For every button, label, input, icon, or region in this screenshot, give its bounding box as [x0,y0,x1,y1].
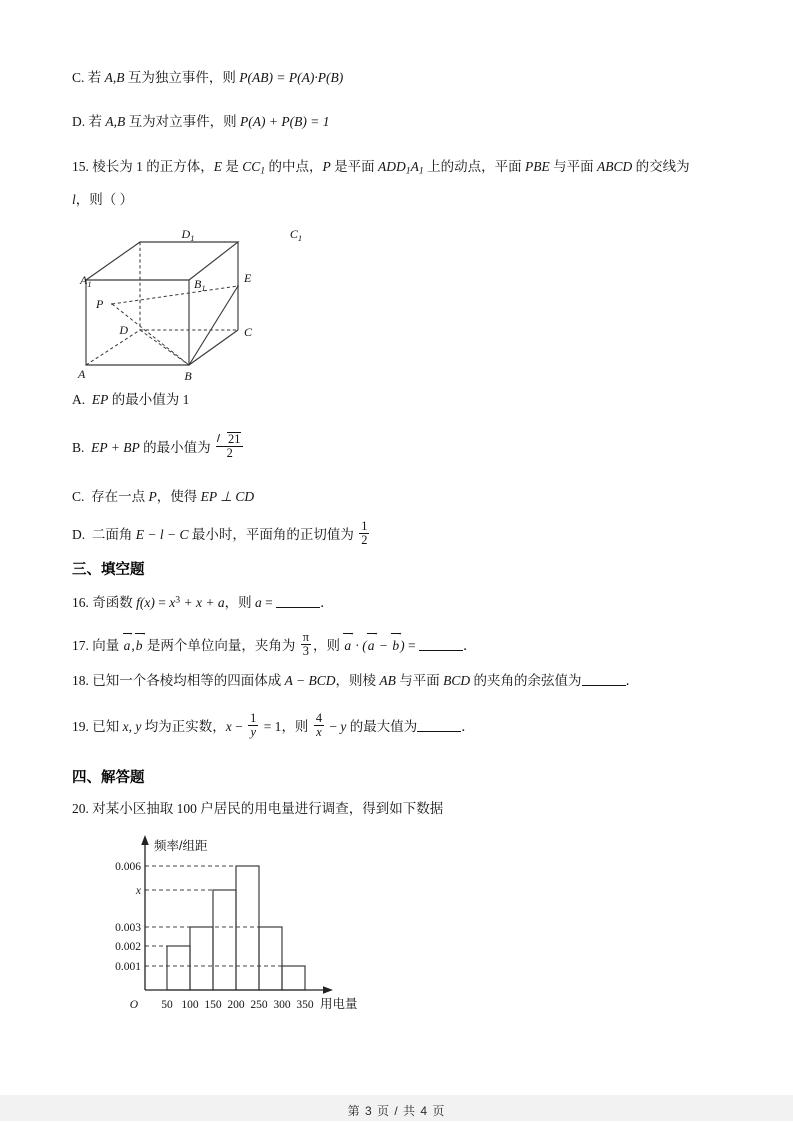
question-number: 15. [72,159,89,174]
cube-label-b1: $B_1$ [194,277,206,293]
q15-point-p: P [322,159,331,174]
fraction-denominator: 3 [302,644,309,659]
q19-cond-x: x [225,718,232,734]
question-16 [72,593,334,613]
cube-label-p: P [96,297,104,311]
option-math: EP + BP [91,439,140,455]
option-d-prev [72,110,329,130]
fraction-denominator: 2 [226,446,233,461]
q15-option-d [72,520,371,548]
option-formula: P(A) + P(B) = 1 [240,114,330,129]
cube-label-a1: $A_1$ [80,273,92,289]
option-math-1: P [148,489,157,504]
q20-text: 对某小区抽取 100 户居民的用电量进行调查，得到如下数据 [92,801,444,816]
cube-label-c: C [244,325,253,339]
cube-construction-lines [86,286,238,365]
bar-150-200 [213,890,236,990]
q15-plane-abcd: ABCD [596,159,633,174]
q18-text-pre: 已知一个各棱均相等的四面体成 [92,673,285,688]
option-fraction [216,432,243,461]
question-number: 17. [72,637,89,653]
q15-point-e: E [213,159,222,174]
option-math-2: EP ⊥ CD [200,489,255,504]
q15-text-b: 是 [222,159,243,174]
cube-be-segment [189,286,238,365]
histogram-bars [167,866,305,990]
option-c-prev [72,66,343,86]
page-footer: 第 3 页 / 共 4 页 [347,1104,446,1118]
q19-text-tail: 的最大值为 [346,718,418,734]
bar-300-350 [282,966,305,990]
x-tick-label-200: 200 [227,999,245,1011]
q16-var: a [255,595,262,610]
option-text: 的最小值为 [139,439,214,455]
q16-text-mid: ，则 [224,595,255,610]
q17-text-mid2: ，则 [313,637,344,653]
q16-period: ． [320,595,334,610]
section-heading-solution: 四、解答题 [72,770,145,786]
y-tick-label-0006: 0.006 [115,861,141,873]
cube-label-c1: $C_1$ [289,227,303,243]
option-letter: D. [72,526,86,542]
y-axis-title: 频率/组距 [154,839,208,853]
q15-plane-pbe: PBE [524,159,550,174]
q19-cond-minus: − [231,718,247,734]
q19-cond-fraction [248,712,258,740]
q18-text-mid2: 与平面 [395,673,444,688]
y-tick-label-x: x [135,885,141,897]
fraction-numerator: 4 [315,711,323,725]
option-math: E − l − C [135,526,189,542]
q15-text-f: 与平面 [549,159,597,174]
q15-text-e: 上的动点，平面 [423,159,525,174]
q17-text-mid: 是两个单位向量，夹角为 [143,637,299,653]
y-tick-label-0003: 0.003 [115,922,141,934]
option-letter: A. [72,392,86,407]
cube-label-e: E [244,271,252,285]
q19-text-mid2: ，则 [281,718,312,734]
q19-vars: x, y [122,718,142,734]
frequency-histogram [62,818,362,1018]
q15-option-a [72,388,189,408]
option-text: 的最小值为 [108,392,183,407]
option-text-mid: 互为独立事件，则 [124,70,240,85]
option-letter: B. [72,439,85,455]
fraction-denominator: 2 [361,533,368,548]
q17-period: ． [463,637,477,653]
q15-option-c [72,485,254,505]
q15-text-c: 的中点， [265,159,323,174]
cube-diagram [72,212,303,384]
q15-option-b [72,432,245,461]
cube-label-d: D [119,323,128,337]
sqrt-21: 21 [218,432,241,446]
fraction-denominator: x [316,725,322,740]
option-text: 若 [88,114,106,129]
q16-text-pre: 奇函数 [92,595,137,610]
option-vars: A,B [105,114,126,129]
option-text-mid: 最小时，平面角的正切值为 [188,526,358,542]
q15-text-d: 是平面 [330,159,378,174]
q19-result-fraction [314,712,324,740]
x-tick-label-150: 150 [204,999,222,1011]
question-15-line1 [72,157,690,179]
y-axis-arrow [141,835,149,845]
q16-equals: = [154,595,170,610]
q19-period: ． [461,718,475,734]
x-axis-arrow [323,986,333,994]
question-number: 19. [72,718,89,734]
q17-answer-blank[interactable] [419,637,463,651]
q15-text-a: 棱长为 1 的正方体， [92,159,214,174]
option-formula: P(AB) = P(A)·P(B) [239,70,344,85]
x-tick-label-250: 250 [250,999,268,1011]
option-text: 若 [87,70,105,85]
option-text-mid: ，使得 [156,489,201,504]
q17-vector-a: a [123,636,132,656]
q17-vector-b: b [135,636,144,656]
x-tick-label-100: 100 [181,999,199,1011]
x-tick-label-300: 300 [273,999,291,1011]
cube-solid-edges [86,242,238,365]
q16-expr: $x^3 + x + a$ [169,594,225,610]
q15-text-g: 的交线为 [632,159,690,174]
option-text-mid: 互为对立事件，则 [125,114,240,129]
option-text-pre: 存在一点 [91,489,149,504]
fraction-numerator: π [302,630,310,644]
x-tick-label-350: 350 [296,999,314,1011]
q15-choice-paren: ，则（ ） [75,192,134,207]
cube-label-d1: $D_1$ [181,227,195,243]
option-fraction [359,520,369,548]
q19-text-pre: 已知 [92,718,123,734]
q17-text-pre: 向量 [92,637,123,653]
cube-point-e-dot [237,285,239,287]
q17-angle-fraction [301,631,311,659]
fraction-numerator: 1 [250,711,257,725]
question-20 [72,799,443,819]
q18-edge-ab: AB [379,673,396,688]
q19-result-y: y [340,718,347,734]
histogram-gridlines [145,866,305,966]
q16-fx: f(x) [136,595,155,610]
bar-100-150 [190,927,213,990]
question-number: 20. [72,801,89,816]
x-tick-label-50: 50 [161,999,173,1011]
option-vars: A,B [104,70,125,85]
fraction-denominator: y [250,725,256,740]
cube-label-a: A [78,367,86,381]
question-17 [72,631,477,659]
q16-equals-2: = [261,595,277,610]
q15-edge-cc1: $CC_1$ [242,159,266,177]
option-value: 1 [182,392,190,407]
q18-tetrahedron: A − BCD [284,673,336,688]
origin-label: O [129,999,138,1011]
question-15-line2 [72,190,133,210]
q16-answer-blank[interactable] [276,594,320,608]
question-18 [72,671,639,691]
q17-comma: , [131,637,135,653]
question-number: 18. [72,673,89,688]
y-tick-label-0001: 0.001 [115,961,141,973]
q18-plane-bcd: BCD [443,673,471,688]
x-axis-title: 用电量 [320,997,358,1011]
question-19 [72,712,475,740]
q15-line-l: l [72,192,76,207]
fraction-numerator: 1 [361,519,368,533]
q19-text-mid: 均为正实数， [141,718,226,734]
option-letter: C. [72,489,85,504]
option-text-pre: 二面角 [91,526,136,542]
option-letter: D. [72,114,86,129]
y-tick-label-0002: 0.002 [115,941,141,953]
q18-text-mid: ，则棱 [335,673,380,688]
q18-answer-blank[interactable] [582,672,626,686]
q19-result-minus: − [326,718,341,734]
option-math: EP [91,392,109,407]
q17-expression: a · (a − b) [343,638,404,653]
bar-250-300 [259,927,282,990]
q15-plane-add1a1: $ADD_1A_1$ [378,159,424,177]
cube-label-b: B [184,369,192,383]
section-heading-fill-blank: 三、填空题 [72,562,145,578]
question-number: 16. [72,595,89,610]
bar-50-100 [167,946,190,990]
q18-text-tail: 的夹角的余弦值为 [470,673,582,688]
q17-equals: = [404,637,420,653]
bar-200-250 [236,866,259,990]
cube-point-p-dot [111,303,113,305]
q18-period: ． [625,673,639,688]
q19-cond-equals: = 1 [260,718,282,734]
option-letter: C. [72,70,85,85]
q19-answer-blank[interactable] [417,718,461,732]
